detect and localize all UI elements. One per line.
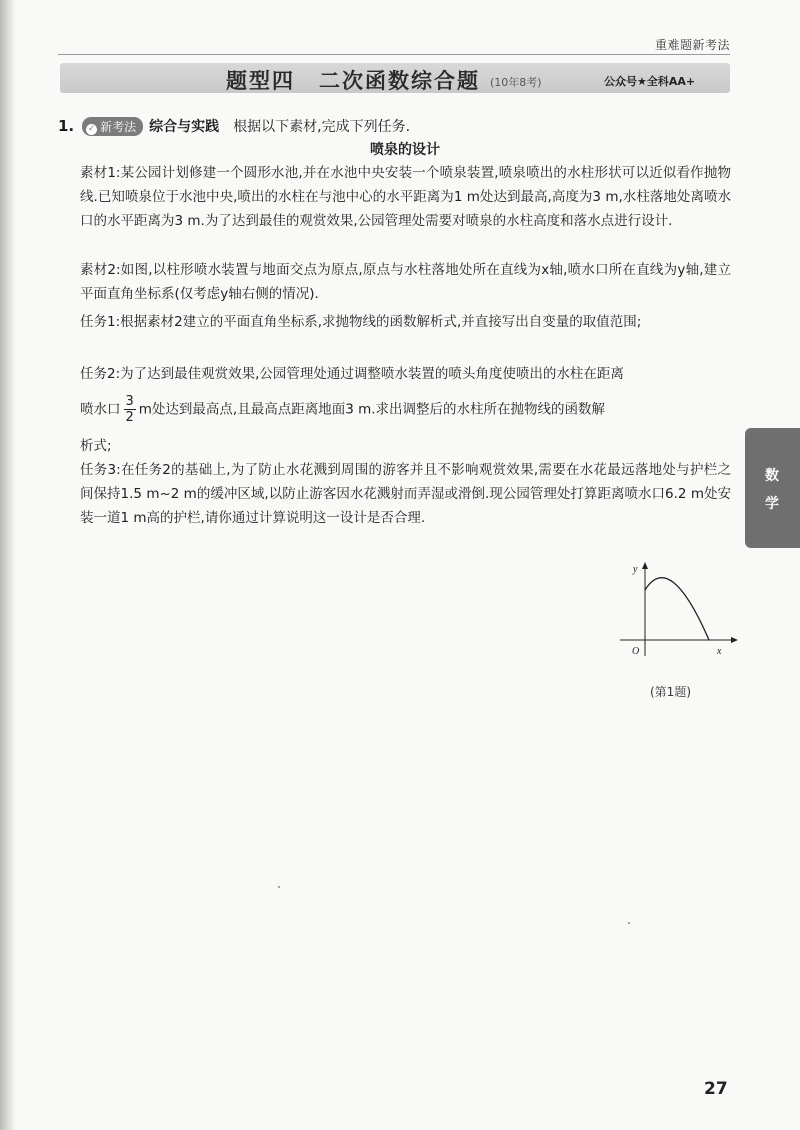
material-1: 素材1:某公园计划修建一个圆形水池,并在水池中央安装一个喷泉装置,喷泉喷出的水柱形状可以近似看作抛物线.已知喷泉位于水池中央,喷出的水柱在与池中心的水平距离为1 m处达到最高,高度为3 m,水柱落地处离喷水口的水平距离为3 m.为了达到最佳的观赏效果,公园管理处需要对喷泉的水柱高度和落水点进行设计. xyxy=(80,165,731,230)
new-method-badge xyxy=(82,117,143,136)
scan-speck xyxy=(278,886,280,888)
book-spine-shadow xyxy=(0,0,16,1130)
brand-label: 公众号★全科AA+ xyxy=(604,75,696,88)
material-2: 素材2:如图,以柱形喷水装置与地面交点为原点,原点与水柱落地处所在直线为x轴,喷水口所在直线为y轴,建立平面直角坐标系(仅考虑y轴右侧的情况). xyxy=(80,262,731,303)
header-rule xyxy=(58,54,730,55)
question-header xyxy=(58,116,410,136)
task-2-line-1: 任务2:为了达到最佳观赏效果,公园管理处通过调整喷水装置的喷头角度使喷出的水柱在距离 xyxy=(80,366,624,382)
question-number: 1. xyxy=(58,117,75,135)
subject-label xyxy=(764,462,780,518)
badge-icon: ✓ xyxy=(87,124,96,134)
x-axis-label: x xyxy=(717,646,722,657)
fraction-denominator: 2 xyxy=(125,410,134,425)
section-title xyxy=(226,65,480,95)
badge-label: 新考法 xyxy=(100,120,137,134)
page-number: 27 xyxy=(704,1079,728,1099)
scan-speck xyxy=(628,922,630,924)
y-axis-label: y xyxy=(633,564,638,575)
parabola-figure xyxy=(612,560,742,660)
question-prompt: 根据以下素材,完成下列任务. xyxy=(233,119,411,135)
exam-frequency-note: (10年8考) xyxy=(490,76,542,89)
origin-label: O xyxy=(632,646,640,657)
subject-char-1: 数 xyxy=(765,468,779,484)
task-3: 任务3:在任务2的基础上,为了防止水花溅到周围的游客并且不影响观赏效果,需要在水花最远落地处与护栏之间保持1.5 m~2 m的缓冲区域,以防止游客因水花溅射而弄湿或滑倒.现公园管理处打算距离喷水口6.2 m处安装一道1 m高的护栏,请你通过计算说明这一设计是否合理. xyxy=(80,462,731,527)
question-category: 综合与实践 xyxy=(149,119,220,135)
task-1: 任务1:根据素材2建立的平面直角坐标系,求抛物线的函数解析式,并直接写出自变量的取值范围; xyxy=(80,314,642,330)
figure-caption: (第1题) xyxy=(650,685,691,699)
y-axis-arrow xyxy=(642,562,648,569)
section-topic: 二次函数综合题 xyxy=(319,69,480,93)
x-axis-arrow xyxy=(731,637,738,643)
subject-char-2: 学 xyxy=(765,496,779,512)
task-2-line-2 xyxy=(80,394,740,425)
design-subtitle: 喷泉的设计 xyxy=(370,142,440,158)
series-header: 重难题新考法 xyxy=(654,38,730,52)
section-type: 题型四 xyxy=(226,69,295,93)
fraction-three-halves xyxy=(124,394,136,425)
task-2-prefix: 喷水口 xyxy=(80,401,121,418)
parabola-curve xyxy=(645,578,709,640)
fraction-numerator: 3 xyxy=(125,394,134,409)
task-2-suffix: m处达到最高点,且最高点距离地面3 m.求出调整后的水柱所在抛物线的函数解 xyxy=(138,401,606,418)
task-2-line-3: 析式; xyxy=(80,438,112,454)
